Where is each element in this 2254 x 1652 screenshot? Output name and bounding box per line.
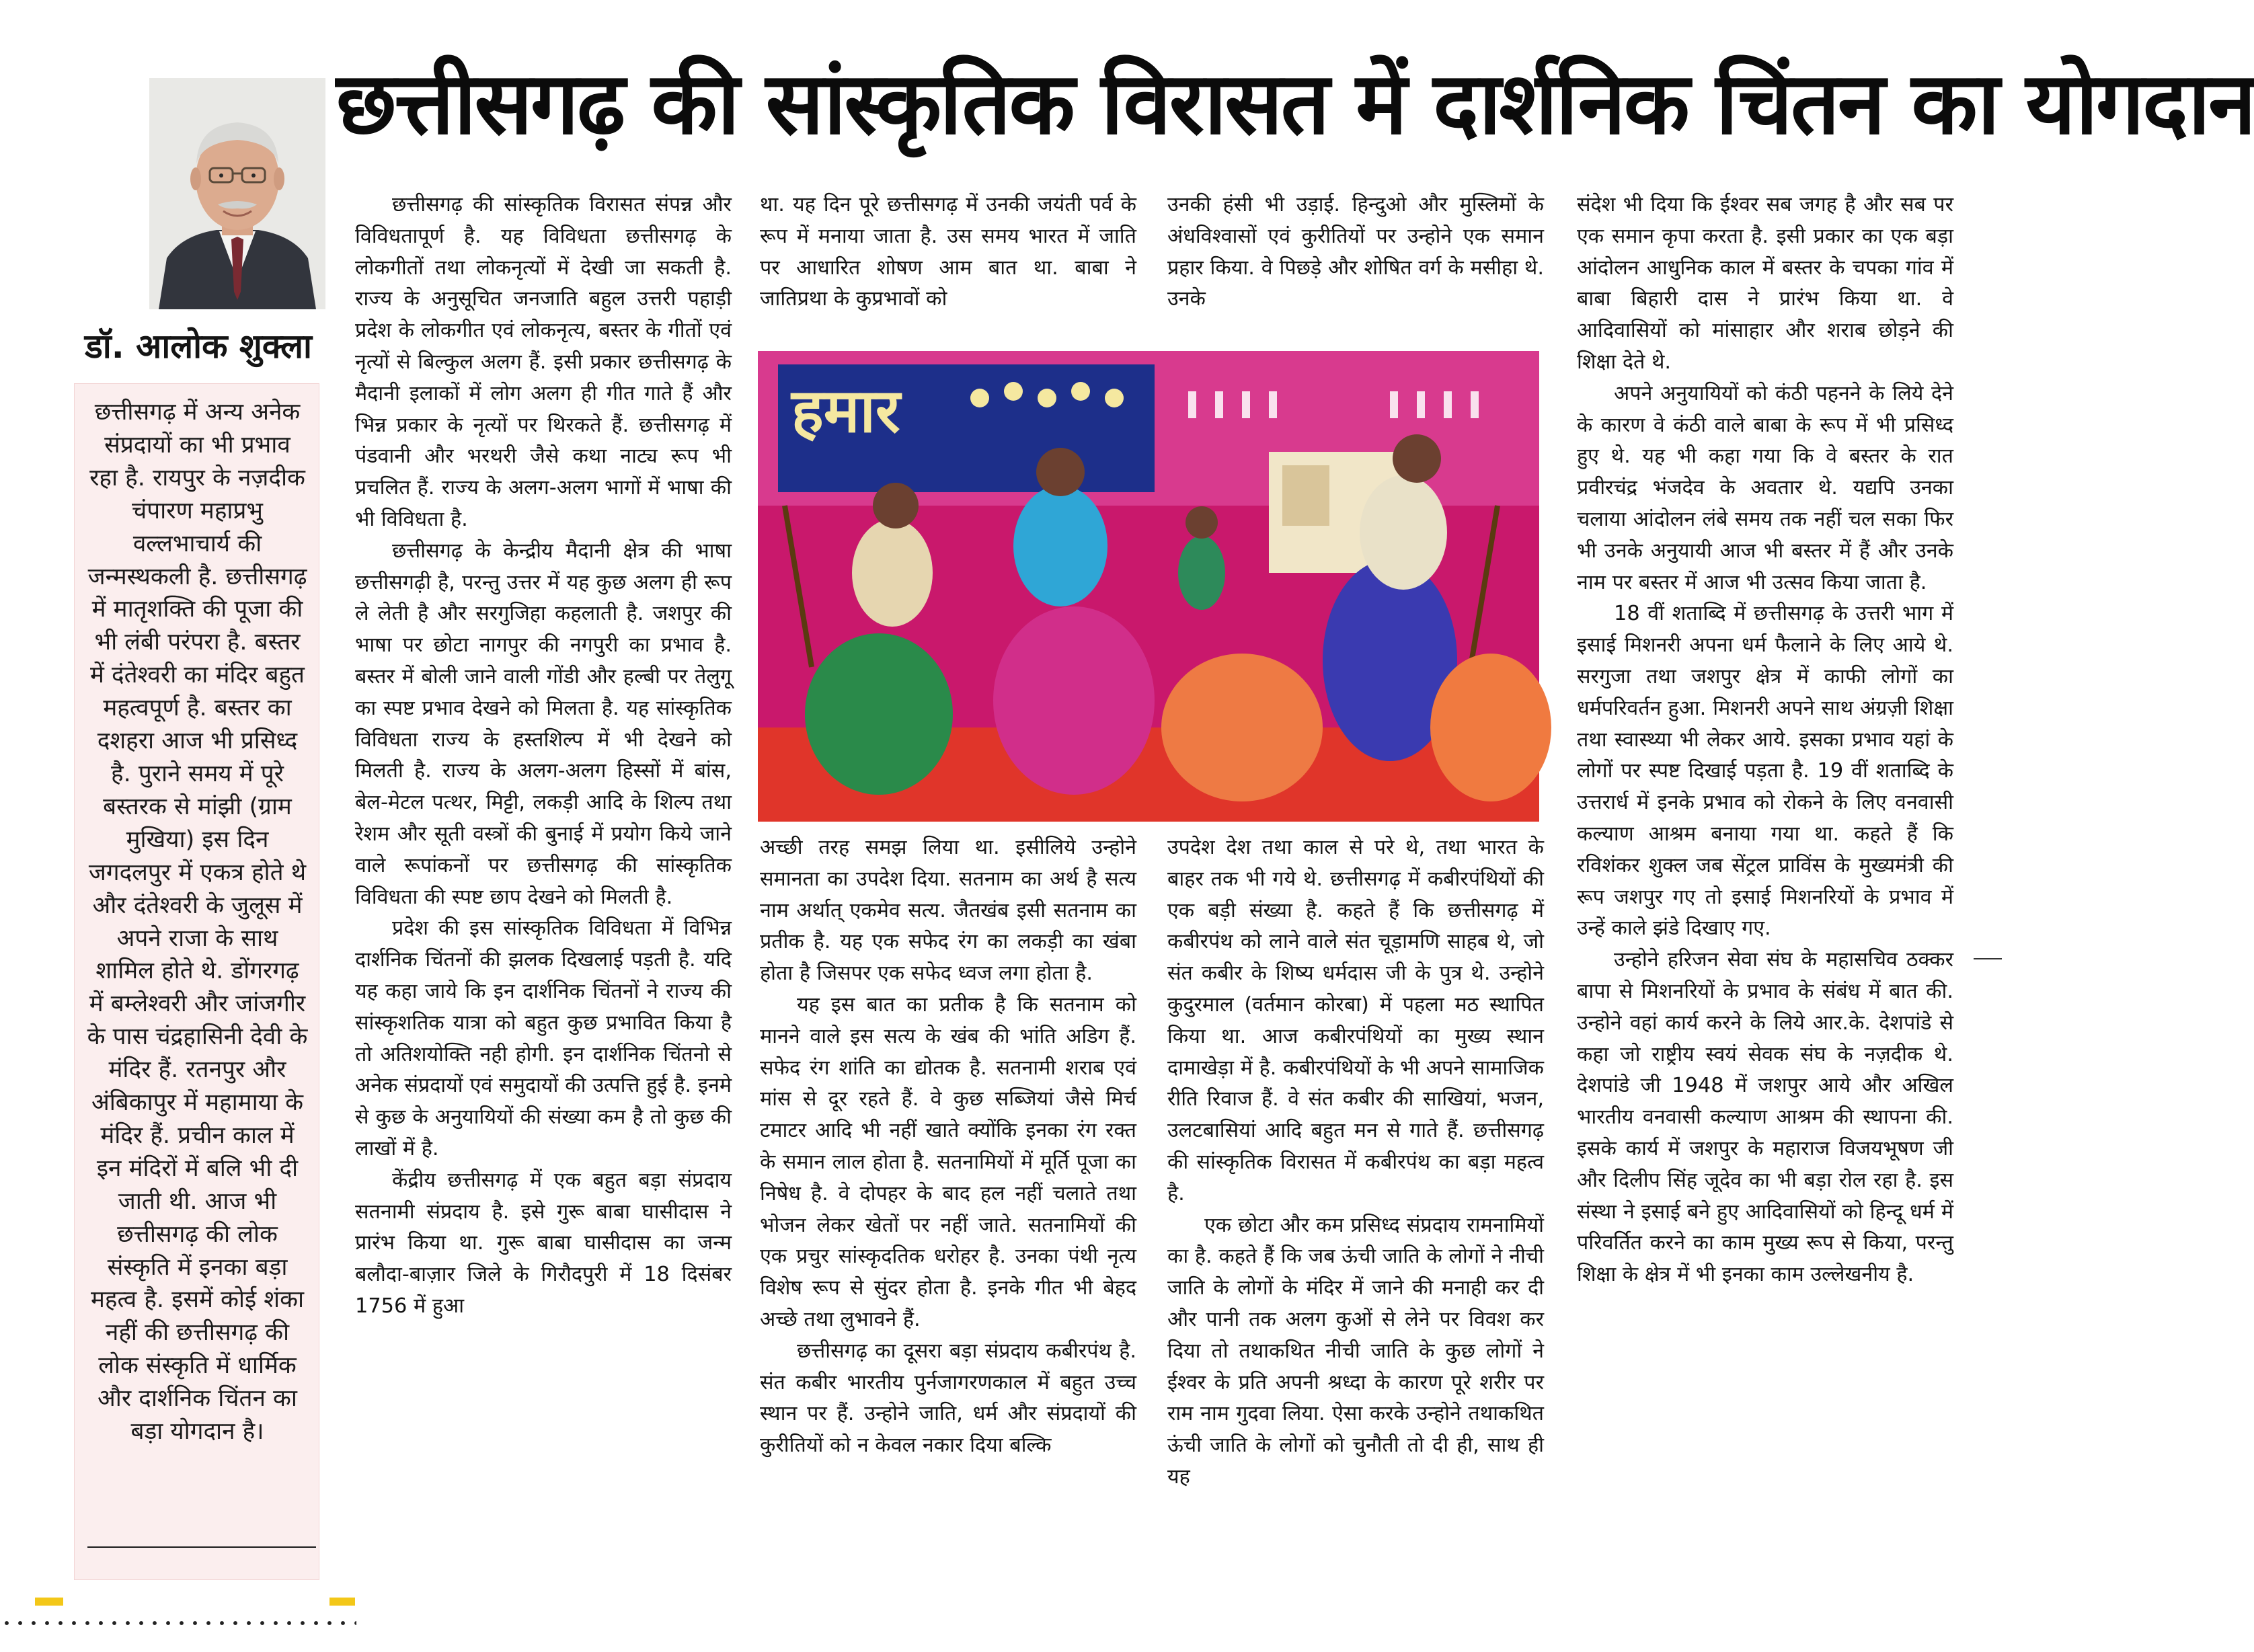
column-2-bottom <box>760 832 1136 1462</box>
paragraph: यह इस बात का प्रतीक है कि सतनाम को मानने वाले इस सत्य के खंब की भांति अडिग हैं. सफेद रंग शांति का द्योतक है. सतनामी शराब एवं मांस से दूर रहते हैं. वे कुछ सब्जियां जैसे मिर्च टमाटर आदि भी नहीं खाते क्योंकि इनका रंग रक्त के समान लाल होता है. सतनामियों में मूर्ति पूजा का निषेध है. वे दोपहर के बाद हल नहीं चलाते तथा भोजन लेकर खेतों पर नहीं जाते. सतनामियों की एक प्रचुर सांस्कृदतिक धरोहर है. उनका पंथी नृत्य विशेष रूप से सुंदर होता है. इनके गीत भी बेहद अच्छे तथा लुभावने हैं. <box>760 992 1136 1331</box>
paragraph: अपने अनुयायियों को कंठी पहनने के लिये देने के कारण वे कंठी वाले बाबा के रूप में भी प्रसिध्द हुए थे. यह भी कहा गया कि वे बस्तर के रात प्रवीरचंद्र भंजदेव के अवतार थे. यद्यपि उनका चलाया आंदोलन लंबे समय तक नहीं चल सका फिर भी उनके अनुयायी आज भी बस्तर में हैं और उनके नाम पर बस्तर में आज भी उत्सव किया जाता है. <box>1577 381 1953 594</box>
paragraph: प्रदेश की इस सांस्कृतिक विविधता में विभिन्न दार्शनिक चिंतनों की झलक दिखलाई पड़ती है. यदि यह कहा जाये कि इन दार्शनिक चिंतनों ने राज्य की सांस्कृशतिक यात्रा को बहुत कुछ प्रभावित किया है तो अतिशयोक्ति नही होगी. इन दार्शनिक चिंतनो से अनेक संप्रदायों एवं समुदायों की उत्पत्ति हुई है. इनमे से कुछ के अनुयायियों की संख्या कम है तो कुछ की लाखों में है. <box>355 916 732 1161</box>
folk-dance-photo <box>758 351 1539 822</box>
accent-bar-right <box>329 1598 355 1606</box>
paragraph: उपदेश देश तथा काल से परे थे, तथा भारत के बाहर तक भी गये थे. छत्तीसगढ़ में कबीरपंथियों की एक बड़ी संख्या है. कहते हैं कि छत्तीसगढ़ में कबीरपंथ को लाने वाले संत चूड़ामणि साहब थे, जो संत कबीर के शिष्य धर्मदास जी के पुत्र थे. उन्होने कुदुरमाल (वर्तमान कोरबा) में पहला मठ स्थापित किया था. आज कबीरपंथियों का मुख्य स्थान दामाखेड़ा में है. कबीरपंथियों के भी अपने सामाजिक रीति रिवाज हैं. वे संत कबीर की साखियां, भजन, उलटबासियां आदि बहुत मन से गाते हैं. छत्तीसगढ़ की सांस्कृतिक विरासत में कबीरपंथ का बड़ा महत्व है. <box>1167 836 1544 1206</box>
column-4 <box>1577 190 1953 1291</box>
column-2-top <box>760 190 1136 315</box>
sidebar-end-rule <box>87 1546 316 1548</box>
sidebar-text: छत्तीसगढ़ में अन्य अनेक संप्रदायों का भी प्रभाव रहा है. रायपुर के नज़दीक चंपारण महाप्रभु वल्लभाचार्य की जन्मस्थकली है. छत्तीसगढ़ में मातृशक्ति की पूजा की भी लंबी परंपरा है. बस्तर में दंतेश्वरी का मंदिर बहुत महत्वपूर्ण है. बस्तर का दशहरा आज भी प्रसिध्द है. पुराने समय में पूरे बस्तरक से मांझी (ग्राम मुखिया) इस दिन जगदलपुर में एकत्र होते थे और दंतेश्वरी के जुलूस में अपने राजा के साथ शामिल होते थे. डोंगरगढ़ में बम्लेश्वरी और जांजगीर के पास चंद्रहासिनी देवी के मंदिर हैं. रतनपुर और अंबिकापुर में महामाया के मंदिर हैं. प्रचीन काल में इन मंदिरों में बलि भी दी जाती थी. आज भी छत्तीसगढ़ की लोक संस्कृति में इनका बड़ा महत्व है. इसमें कोई शंका नहीं की छत्तीसगढ़ की लोक संस्कृति में धार्मिक और दार्शनिक चिंतन का बड़ा योगदान है। <box>87 399 308 1446</box>
headline: छत्तीसगढ़ की सांस्कृतिक विरासत में दार्शनिक चिंतन का योगदान <box>336 54 2254 154</box>
column-3-top <box>1167 190 1544 315</box>
paragraph: केंद्रीय छत्तीसगढ़ में एक बहुत बड़ा संप्रदाय सतनामी संप्रदाय है. इसे गुरू बाबा घासीदास ने प्रारंभ किया था. गुरू बाबा घासीदास का जन्म बलौदा-बाज़ार जिले के गिरौदपुरी में 18 दिसंबर 1756 में हुआ <box>355 1168 732 1318</box>
margin-tick <box>1974 958 2002 959</box>
paragraph: छत्तीसगढ़ का दूसरा बड़ा संप्रदाय कबीरपंथ है. संत कबीर भारतीय पुर्नजागरणकाल में बहुत उच्च स्थान पर हैं. उन्होने जाति, धर्म और संप्रदायों की कुरीतियों को न केवल नकार दिया बल्कि <box>760 1339 1136 1458</box>
folk-dance-illustration <box>758 351 1539 822</box>
paragraph: उनकी हंसी भी उड़ाई. हिन्दुओ और मुस्लिमों के अंधविश्वासों एवं कुरीतियों पर उन्होने एक समान प्रहार किया. वे पिछड़े और शोषित वर्ग के मसीहा थे. उनके <box>1167 193 1544 311</box>
sidebar-box <box>74 383 319 1580</box>
paragraph: अच्छी तरह समझ लिया था. इसीलिये उन्होने समानता का उपदेश दिया. सतनाम का अर्थ है सत्य नाम अर्थात् एकमेव सत्य. जैतखंब इसी सतनाम का प्रतीक है. यह एक सफेद रंग का लकड़ी का खंबा होता है जिसपर एक सफेद ध्वज लगा होता है. <box>760 836 1136 986</box>
dotted-rule <box>0 1618 356 1628</box>
paragraph: उन्होने हरिजन सेवा संघ के महासचिव ठक्कर बापा से मिशनरियों के प्रभाव के संबंध में बात की. उन्होने वहां कार्य करने के लिये आर.के. देशपांडे से कहा जो राष्ट्रीय स्वयं सेवक संघ के नज़दीक थे. देशपांडे जी 1948 में जशपुर आये और अखिल भारतीय वनवासी कल्याण आश्रम की स्थापना की. इसके कार्य में जशपुर के महाराज विजयभूषण जी और दिलीप सिंह जूदेव का भी बड़ा रोल रहा है. इस संस्था ने इसाई बने हुए आदिवासियों को हिन्दू धर्म में परिवर्तित करने का काम मुख्य रूप से किया, परन्तु शिक्षा के क्षेत्र में भी इनका काम उल्लेखनीय है. <box>1577 948 1953 1287</box>
column-1 <box>355 190 732 1323</box>
paragraph: था. यह दिन पूरे छत्तीसगढ़ में उनकी जयंती पर्व के रूप में मनाया जाता है. उस समय भारत में जाति पर आधारित शोषण आम बात था. बाबा ने जातिप्रथा के कुप्रभावों को <box>760 193 1136 311</box>
author-name: डॉ. आलोक शुक्ला <box>85 327 312 366</box>
accent-bar-left <box>35 1598 63 1606</box>
paragraph: छत्तीसगढ़ के केन्द्रीय मैदानी क्षेत्र की भाषा छत्तीसगढ़ी है, परन्तु उत्तर में यह कुछ अलग ही रूप ले लेती है और सरगुजिहा कहलाती है. जशपुर की भाषा पर छोटा नागपुर की नगपुरी का प्रभाव है. बस्तर में बोली जाने वाली गोंडी और हल्बी पर तेलुगू का स्पष्ट प्रभाव देखने को मिलता है. यह सांस्कृतिक विविधता राज्य के हस्तशिल्प में भी देखने को मिलती है. राज्य के अलग-अलग हिस्सों में बांस, बेल-मेटल पत्थर, मिट्टी, लकड़ी आदि के शिल्प तथा रेशम और सूती वस्त्रों की बुनाई में प्रयोग किये जाने वाले रूपांकनों पर छत्तीसगढ़ की सांस्कृतिक विविधता की स्पष्ट छाप देखने को मिलती है. <box>355 539 732 909</box>
column-3-bottom <box>1167 832 1544 1493</box>
paragraph: छत्तीसगढ़ की सांस्कृतिक विरासत संपन्न और विविधतापूर्ण है. यह विविधता छत्तीसगढ़ के लोकगीतों तथा लोकनृत्यों में देखी जा सकती है. राज्य के अनुसूचित जनजाति बहुल उत्तरी पहाड़ी प्रदेश के लोकगीत एवं लोकनृत्य, बस्तर के गीतों एवं नृत्यों से बिल्कुल अलग हैं. इसी प्रकार छत्तीसगढ़ के मैदानी इलाकों में लोग अलग ही गीत गाते हैं और भिन्न प्रकार के नृत्यों पर थिरकते हैं. छत्तीसगढ़ में पंडवानी और भरथरी जैसे कथा नाट्य रूप भी प्रचलित हैं. राज्य के अलग-अलग भागों में भाषा की भी विविधता है. <box>355 193 732 531</box>
backdrop-banner-text: हमार <box>791 376 900 446</box>
paragraph: 18 वीं शताब्दि में छत्तीसगढ़ के उत्तरी भाग में इसाई मिशनरी अपना धर्म फैलाने के लिए आये थे. सरगुजा तथा जशपुर क्षेत्र में काफी लोगों का धर्मपरिवर्तन हुआ. मिशनरी अपने साथ अंग्रज़ी शिक्षा तथा स्वास्थ्या भी लेकर आये. इसका प्रभाव यहां के लोगों पर स्पष्ट दिखाई पड़ता है. 19 वीं शताब्दि के उत्तरार्ध में इनके प्रभाव को रोकने के लिए वनवासी कल्याण आश्रम बनाया गया था. कहते हैं कि रविशंकर शुक्ल जब सेंट्रल प्राविंस के मुख्यमंत्री की रूप जशपुर गए तो इसाई मिशनरियों के प्रभाव में उन्हें काले झंडे दिखाए गए. <box>1577 602 1953 941</box>
paragraph: एक छोटा और कम प्रसिध्द संप्रदाय रामनामियों का है. कहते हैं कि जब ऊंची जाति के लोगों ने नीची जाति के लोगों के मंदिर में जाने की मनाही कर दी और पानी तक अलग कुओं से लेने पर विवश कर दिया तो तथाकथित नीची जाति के कुछ लोगों ने ईश्वर के प्रति अपनी श्रध्दा के कारण पूरे शरीर पर राम नाम गुदवा लिया. ऐसा करके उन्होने तथाकथित ऊंची जाति के लोगों को चुनौती तो दी ही, साथ ही यह <box>1167 1213 1544 1489</box>
author-portrait-illustration <box>149 78 325 309</box>
paragraph: संदेश भी दिया कि ईश्वर सब जगह है और सब पर एक समान कृपा करता है. इसी प्रकार का एक बड़ा आंदोलन आधुनिक काल में बस्तर के चपका गांव में बाबा बिहारी दास ने प्रारंभ किया था. वे आदिवासियों को मांसाहार और शराब छोड़ने की शिक्षा देते थे. <box>1577 193 1953 374</box>
author-photo <box>149 78 325 309</box>
